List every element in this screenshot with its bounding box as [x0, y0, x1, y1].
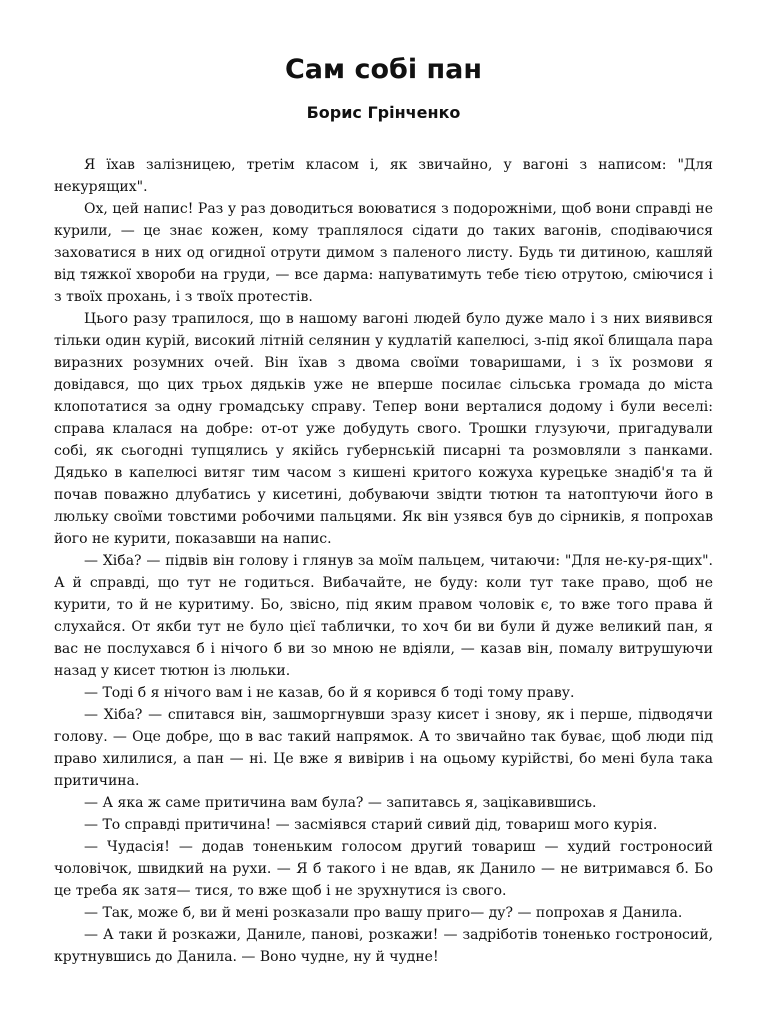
document-body — [54, 154, 713, 968]
paragraph: — Так, може б, ви й мені розказали про вашу приго— ду? — попрохав я Данила. — [84, 905, 683, 921]
document-title: Сам собі пан — [284, 54, 483, 85]
paragraph: — А яка ж саме притичина вам була? — запитавсь я, зацікавившись. — [84, 795, 597, 811]
paragraph: Ох, цей напис! Раз у раз доводиться воюватися з подорожніми, щоб вони справді не курили, — це знає кожен, кому траплялося сідати до таких вагонів, сподіваючися заховатися в них од огидної отрути димом з паленого листу. Будь ти дитиною, кашляй від тяжкої хвороби на груди, — все дарма: напуватимуть тебе тією отрутою, сміючися і з твоїх прохань, і з твоїх протестів. — [54, 201, 713, 305]
paragraph: — Хіба? — підвів він голову і глянув за моїм пальцем, читаючи: "Для не-ку-ря-щих". А й справді, що тут не годиться. Вибачайте, не буду: коли тут таке право, щоб не курити, то й не куритиму. Бо, звісно, під яким правом чоловік є, то вже того права й слухайся. От якби тут не було цієї таблички, то хоч би ви були й дуже великий пан, я вас не послухався б і нічого б ви зо мною не вдіяли, — казав він, помалу витрушуючи назад у кисет тютюн із люльки. — [54, 553, 713, 679]
paragraph: — То справді притичина! — засміявся старий сивий дід, товариш мого курія. — [84, 817, 658, 833]
document-page — [54, 0, 713, 968]
paragraph: — Тоді б я нічого вам і не казав, бо й я корився б тоді тому праву. — [84, 685, 575, 701]
paragraph: — А таки й розкажи, Даниле, панові, розкажи! — задріботів тоненько гостроносий, крутнувшись до Данила. — Воно чудне, ну й чудне! — [54, 927, 713, 965]
paragraph: Цього разу трапилося, що в нашому вагоні людей було дуже мало і з них виявився тільки один курій, високий літній селянин у кудлатій капелюсі, з-під якої блищала пара виразних розумних очей. Він їхав з двома своїми товаришами, і з їх розмови я довідався, що цих трьох дядьків уже не вперше посилає сільська громада до міста клопотатися за одну громадську справу. Тепер вони верталися додому і були веселі: справа клалася на добре: от-от уже добудуть свого. Трошки глузуючи, пригадували собі, як сьогодні тупцялись у якійсь губернській писарні та розмовляли з панками. Дядько в капелюсі витяг тим часом з кишені критого кожуха курецьке знадіб'я та й почав поважно длубатись у кисетині, добуваючи звідти тютюн та натоптуючи його в люльку своїми товстими робочими пальцями. Як він узявся був до сірників, я попрохав його не курити, показавши на напис. — [54, 311, 713, 547]
document-author: Борис Грінченко — [306, 103, 461, 122]
paragraph: Я їхав залізницею, третім класом і, як звичайно, у вагоні з написом: "Для некурящих". — [54, 157, 713, 195]
paragraph: — Чудасія! — додав тоненьким голосом другий товариш — худий гостроносий чоловічок, швидкий на рухи. — Я б такого і не вдав, як Данило — не витримався б. Бо це треба як затя— тися, то вже щоб і не зрухнутися із свого. — [54, 839, 713, 899]
paragraph: — Хіба? — спитався він, зашморгнувши зразу кисет і знову, як і перше, підводячи голову. — Оце добре, що в вас такий напрямок. А то звичайно так буває, щоб люди під право хилилися, а пан — ні. Це вже я вивірив і на оцьому курійстві, бо мені була така притичина. — [54, 707, 713, 789]
